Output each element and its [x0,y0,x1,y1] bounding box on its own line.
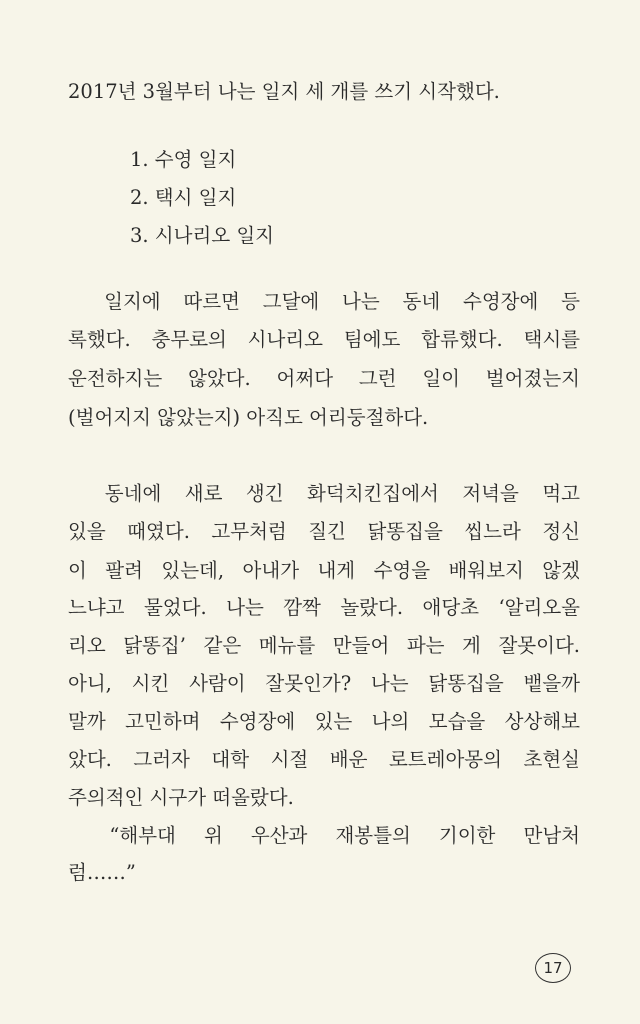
paragraph-line: 리오 닭똥집’ 같은 메뉴를 만들어 파는 게 잘못이다. [68,634,580,657]
intro-line: 2017년 3월부터 나는 일지 세 개를 쓰기 시작했다. [68,80,500,103]
list-item: 3. 시나리오 일지 [130,224,275,247]
page-number: 17 [535,953,571,983]
paragraph-line: 아니, 시킨 사람이 잘못인가? 나는 닭똥집을 뱉을까 [68,672,580,695]
list-item: 1. 수영 일지 [130,148,237,171]
paragraph-line: 주의적인 시구가 떠올랐다. [68,786,294,809]
paragraph-line: 았다. 그러자 대학 시절 배운 로트레아몽의 초현실 [68,748,580,771]
paragraph-line: (벌어지지 않았는지) 아직도 어리둥절하다. [68,406,429,429]
paragraph-line: 말까 고민하며 수영장에 있는 나의 모습을 상상해보 [68,710,580,733]
paragraph-line: 록했다. 충무로의 시나리오 팀에도 합류했다. 택시를 [68,328,580,351]
quote-line: 럼……” [68,861,136,884]
paragraph-line: 있을 때였다. 고무처럼 질긴 닭똥집을 씹느라 정신 [68,520,580,543]
paragraph-line: 일지에 따르면 그달에 나는 동네 수영장에 등 [68,290,580,313]
paragraph-line: 느냐고 물었다. 나는 깜짝 놀랐다. 애당초 ‘알리오올 [68,596,580,619]
paragraph-line: 동네에 새로 생긴 화덕치킨집에서 저녁을 먹고 [68,482,580,505]
paragraph-line: 이 팔려 있는데, 아내가 내게 수영을 배워보지 않겠 [68,559,580,582]
quote-line: “해부대 위 우산과 재봉틀의 기이한 만남처 [68,824,580,847]
list-item: 2. 택시 일지 [130,186,237,209]
paragraph-line: 운전하지는 않았다. 어쩌다 그런 일이 벌어졌는지 [68,367,580,390]
